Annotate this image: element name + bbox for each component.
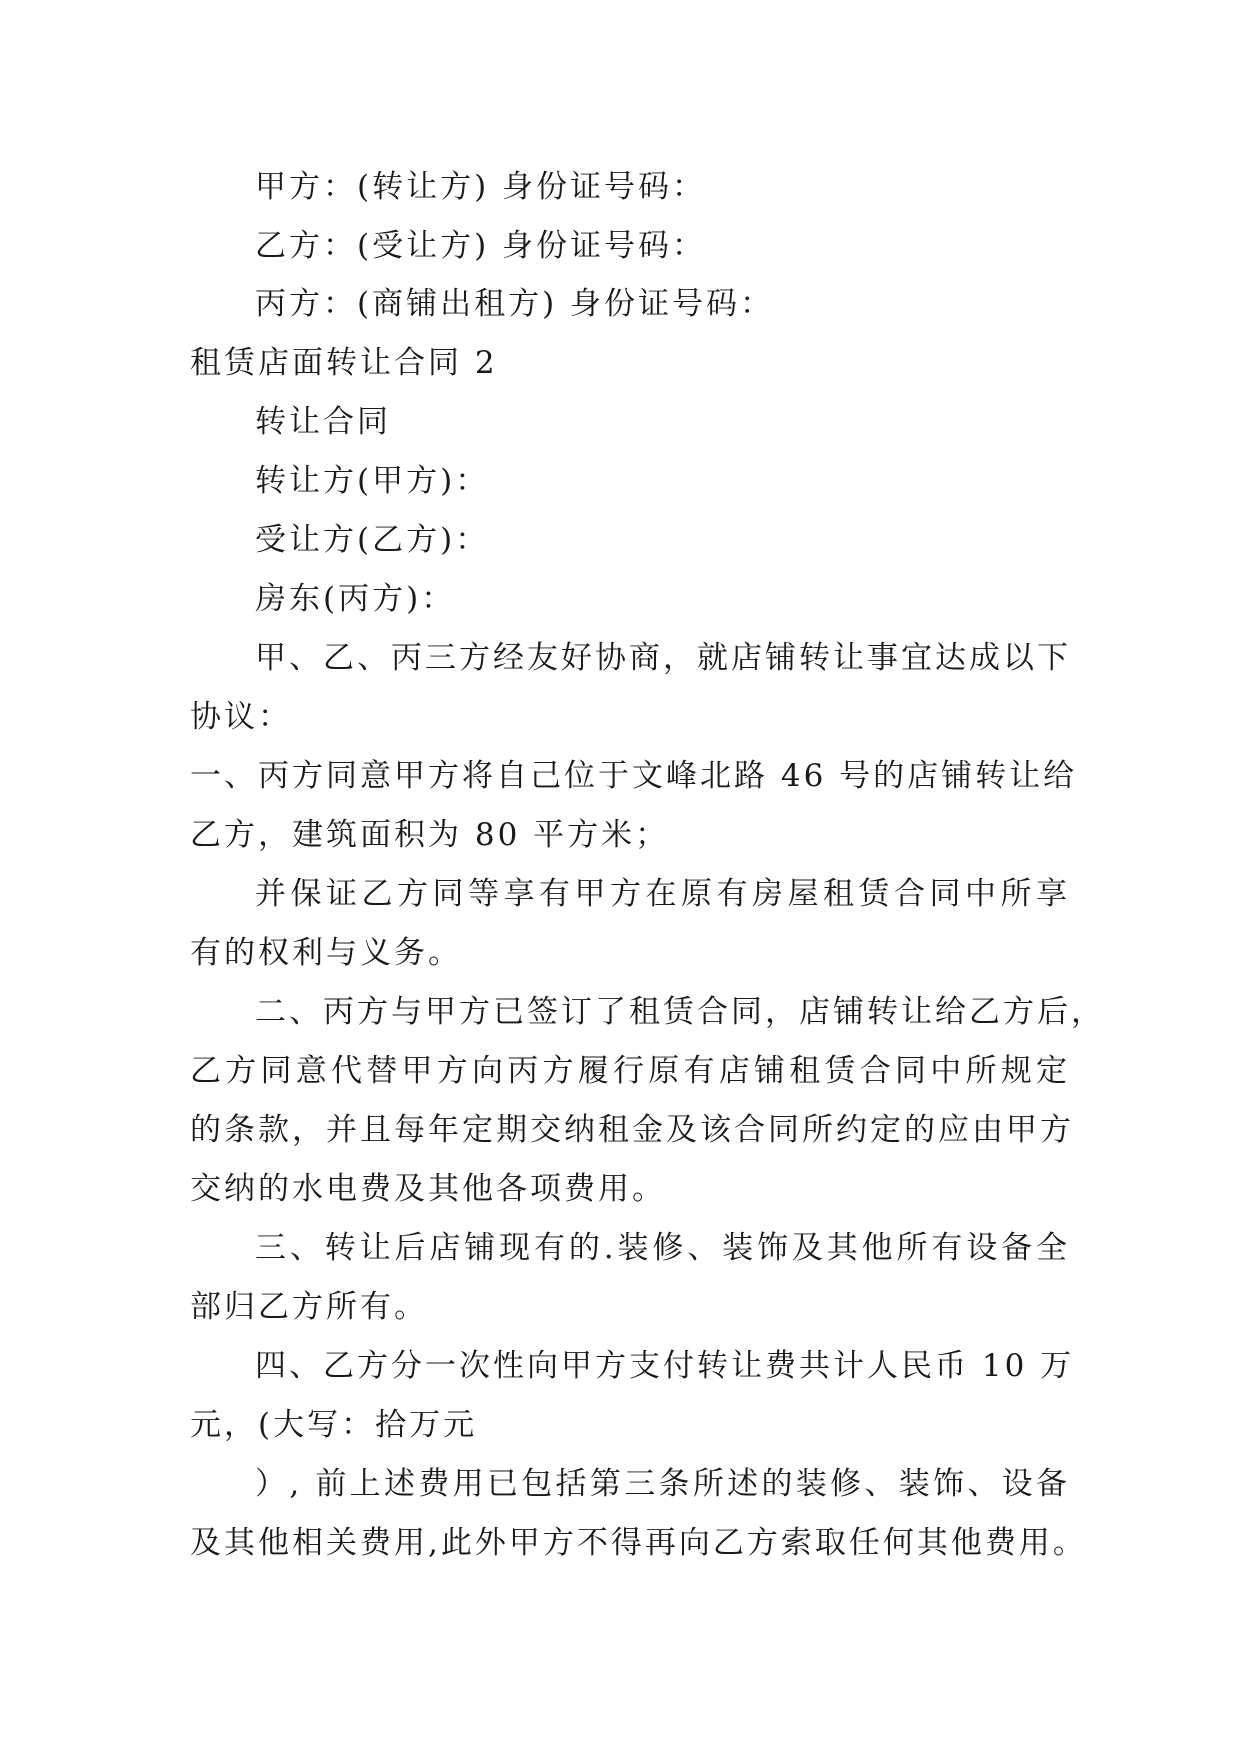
clause4b-line-1: ）, 前上述费用已包括第三条所述的装修、装饰、设备 [255, 1466, 1070, 1502]
clause4b-line-2: 及其他相关费用,此外甲方不得再向乙方索取任何其他费用。 [190, 1525, 1087, 1561]
clause2-line-4: 交纳的水电费及其他各项费用。 [190, 1171, 666, 1207]
clause2-line-2: 乙方同意代替甲方向丙方履行原有店铺租赁合同中所规定 [190, 1053, 1070, 1089]
transferee-line: 受让方(乙方)： [255, 522, 490, 558]
clause2-line-3: 的条款，并且每年定期交纳租金及该合同所约定的应由甲方 [190, 1112, 1074, 1148]
document-title: 租赁店面转让合同 2 [190, 345, 498, 381]
party-c-line: 丙方：(商铺出租方) 身份证号码： [255, 286, 775, 322]
clause1-line-1: 一、丙方同意甲方将自己位于文峰北路 46 号的店铺转让给 [190, 758, 1078, 794]
clause3-line-2: 部归乙方所有。 [190, 1289, 428, 1325]
clause4-line-2: 元，(大写：拾万元 [190, 1407, 478, 1443]
clause3-line-1: 三、转让后店铺现有的.装修、装饰及其他所有设备全 [255, 1230, 1070, 1266]
clause1b-line-1: 并保证乙方同等享有甲方在原有房屋租赁合同中所享 [255, 876, 1070, 912]
party-b-line: 乙方：(受让方) 身份证号码： [255, 228, 707, 264]
preamble-line-2: 协议： [190, 699, 292, 735]
contract-heading: 转让合同 [255, 404, 391, 440]
clause1b-line-2: 有的权利与义务。 [190, 935, 462, 971]
party-a-line: 甲方：(转让方) 身份证号码： [255, 169, 707, 205]
transferor-line: 转让方(甲方)： [255, 463, 490, 499]
preamble-line-1: 甲、乙、丙三方经友好协商，就店铺转让事宜达成以下 [255, 640, 1071, 676]
clause1-line-2: 乙方，建筑面积为 80 平方米； [190, 817, 670, 853]
clause2-line-1: 二、丙方与甲方已签订了租赁合同，店铺转让给乙方后， [255, 994, 1105, 1030]
landlord-line: 房东(丙方)： [255, 581, 456, 617]
clause4-line-1: 四、乙方分一次性向甲方支付转让费共计人民币 10 万 [255, 1348, 1075, 1384]
